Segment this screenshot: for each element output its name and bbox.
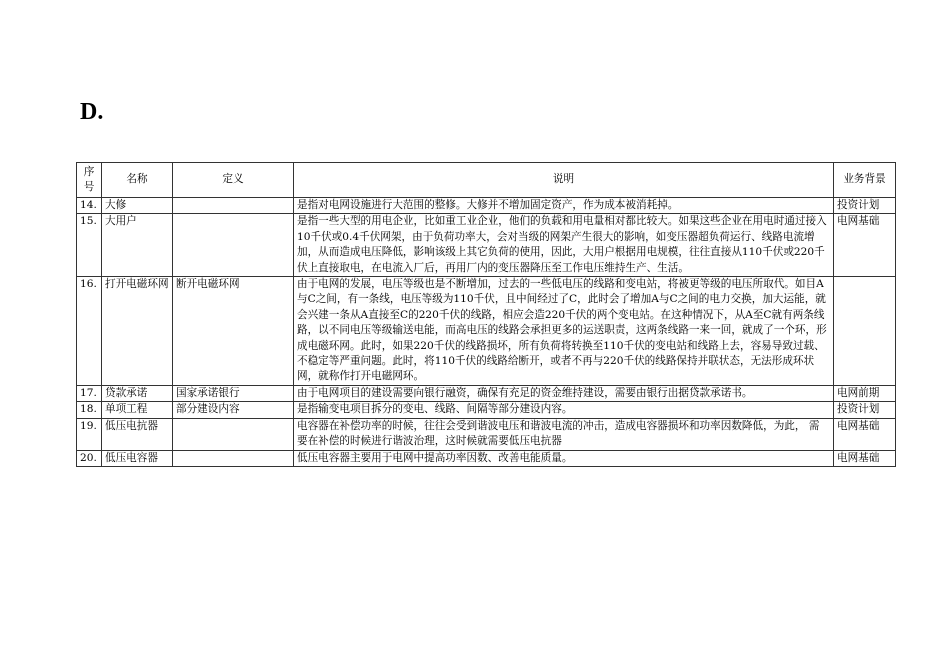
term-description: 是指输变电项目拆分的变电、线路、间隔等部分建设内容。 xyxy=(294,402,834,418)
column-header-business: 业务背景 xyxy=(834,163,896,198)
glossary-table xyxy=(76,162,896,467)
column-header-number: 序号 xyxy=(77,163,102,198)
term-name: 低压电抗器 xyxy=(102,418,173,450)
row-number: 17. xyxy=(77,385,102,401)
column-header-definition: 定义 xyxy=(173,163,294,198)
table-row xyxy=(77,402,896,418)
term-description: 由于电网项目的建设需要向银行融资，确保有充足的资金维持建设，需要由银行出据贷款承诺书。 xyxy=(294,385,834,401)
term-definition: 断开电磁环网 xyxy=(173,277,294,386)
term-definition xyxy=(173,198,294,214)
row-number: 18. xyxy=(77,402,102,418)
row-number: 14. xyxy=(77,198,102,214)
table-header-row xyxy=(77,163,896,198)
business-context: 投资计划 xyxy=(834,198,896,214)
business-context: 电网前期 xyxy=(834,385,896,401)
term-definition xyxy=(173,418,294,450)
row-number: 16. xyxy=(77,277,102,386)
term-definition: 部分建设内容 xyxy=(173,402,294,418)
business-context: 投资计划 xyxy=(834,402,896,418)
table-row xyxy=(77,418,896,450)
business-context xyxy=(834,277,896,386)
term-definition xyxy=(173,214,294,277)
column-header-name: 名称 xyxy=(102,163,173,198)
term-definition xyxy=(173,450,294,466)
row-number: 20. xyxy=(77,450,102,466)
table-row xyxy=(77,450,896,466)
term-name: 打开电磁环网 xyxy=(102,277,173,386)
term-description: 是指对电网设施进行大范围的整修。大修并不增加固定资产，作为成本被消耗掉。 xyxy=(294,198,834,214)
term-name: 单项工程 xyxy=(102,402,173,418)
term-name: 贷款承诺 xyxy=(102,385,173,401)
business-context: 电网基础 xyxy=(834,418,896,450)
term-name: 大用户 xyxy=(102,214,173,277)
table-row xyxy=(77,385,896,401)
section-heading: D. xyxy=(80,99,104,125)
term-description: 是指一些大型的用电企业，比如重工业企业，他们的负载和用电量相对都比较大。如果这些企业在用电时通过接入10千伏或0.4千伏网架，由于负荷功率大，会对当级的网架产生很大的影响，如变压器超负荷运行、线路电流增加，从而造成电压降低，影响该级上其它负荷的使用，因此，大用户根据用电规模，往往直接从110千伏或220千伏上直接取电，在电流入厂后，再用厂内的变压器降压至工作电压维持生产、生活。 xyxy=(294,214,834,277)
business-context: 电网基础 xyxy=(834,450,896,466)
term-description: 电容器在补偿功率的时候，往往会受到谐波电压和谐波电流的冲击，造成电容器损坏和功率因数降低，为此， 需要在补偿的时候进行谐波治理，这时候就需要低压电抗器 xyxy=(294,418,834,450)
term-definition: 国家承诺银行 xyxy=(173,385,294,401)
term-name: 低压电容器 xyxy=(102,450,173,466)
column-header-description: 说明 xyxy=(294,163,834,198)
term-description: 由于电网的发展，电压等级也是不断增加，过去的一些低电压的线路和变电站，将被更等级的电压所取代。如目A与C之间，有一条线，电压等级为110千伏，且中间经过了C，此时会了增加A与C之间的电力交换，加大运能，就会兴建一条从A直接至C的220千伏的线路，相应会造220千伏的两个变电站。在这种情况下，从A至C就有两条线路，以不同电压等级输送电能，而高电压的线路会承担更多的运送职责，这两条线路一来一回，就成了一个环，形成电磁环网。此时，如果220千伏的线路损坏，所有负荷将转换至110千伏的变电站和线路上去，容易导致过载、不稳定等严重问题。此时，将110千伏的线路给断开，或者不再与220千伏的线路保持并联状态，无法形成环状网，就称作打开电磁网环。 xyxy=(294,277,834,386)
business-context: 电网基础 xyxy=(834,214,896,277)
term-description: 低压电容器主要用于电网中提高功率因数、改善电能质量。 xyxy=(294,450,834,466)
row-number: 19. xyxy=(77,418,102,450)
table-row xyxy=(77,277,896,386)
term-name: 大修 xyxy=(102,198,173,214)
row-number: 15. xyxy=(77,214,102,277)
table-row xyxy=(77,214,896,277)
table-row xyxy=(77,198,896,214)
